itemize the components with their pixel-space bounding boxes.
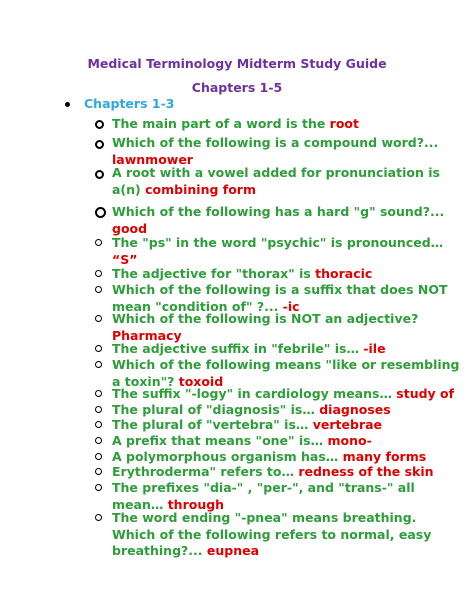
answer-text: -ile	[363, 341, 386, 356]
list-item	[112, 204, 462, 237]
answer-text: good	[112, 220, 148, 236]
question-text: The suffix "-logy" in cardiology means…	[112, 386, 397, 401]
list-item	[112, 433, 462, 450]
section-heading: Chapters 1-3	[84, 96, 175, 111]
list-item	[112, 510, 462, 560]
question-text: The word ending "-pnea" means breathing. Which of the following refers to normal, easy breathing?...	[112, 510, 432, 558]
answer-text: redness of the skin	[298, 464, 434, 479]
hollow-bullet-icon	[95, 468, 102, 475]
answer-text: root	[329, 116, 359, 131]
hollow-bullet-icon	[95, 270, 102, 277]
question-text: Which of the following is a suffix that does NOT mean "condition of" ?...	[112, 282, 448, 314]
list-item	[112, 165, 462, 198]
answer-text: combining form	[145, 181, 256, 197]
question-text: The "ps" in the word "psychic" is pronounced…	[112, 235, 444, 250]
question-text: The main part of a word is the	[112, 116, 330, 131]
list-item	[112, 311, 462, 344]
list-item	[112, 480, 462, 513]
list-item	[112, 464, 462, 481]
hollow-bullet-icon	[95, 345, 102, 352]
list-item	[112, 235, 462, 268]
hollow-bullet-icon	[95, 140, 104, 149]
list-item	[112, 417, 462, 434]
hollow-bullet-icon	[95, 390, 102, 397]
hollow-bullet-icon	[95, 406, 102, 413]
hollow-bullet-icon	[95, 120, 104, 129]
question-text: The adjective for "thorax" is	[112, 266, 316, 281]
answer-text: mono-	[327, 433, 372, 448]
answer-text: toxoid	[178, 373, 224, 389]
question-text: The plural of "vertebra" is…	[112, 417, 313, 432]
question-text: A prefix that means "one" is…	[112, 433, 328, 448]
answer-text: -ic	[282, 298, 300, 314]
question-text: A root with a vowel added for pronunciation is a(n)	[112, 165, 440, 197]
answer-text: many forms	[342, 449, 427, 464]
answer-text: thoracic	[315, 266, 373, 281]
question-text: The adjective suffix in "febrile" is…	[112, 341, 364, 356]
question-text: The prefixes "dia-" , "per-", and "trans-" all mean…	[112, 480, 415, 512]
question-text: The plural of "diagnosis" is…	[112, 402, 320, 417]
hollow-bullet-icon	[95, 484, 102, 491]
answer-text: diagnoses	[319, 402, 391, 417]
question-text: Which of the following is NOT an adjective?	[112, 311, 419, 326]
question-text: Erythroderma" refers to…	[112, 464, 299, 479]
list-item	[112, 341, 462, 358]
answer-text: study of	[396, 386, 455, 401]
answer-text: Pharmacy	[112, 327, 182, 343]
hollow-bullet-icon	[95, 361, 102, 368]
hollow-bullet-icon	[95, 421, 102, 428]
list-item	[112, 386, 462, 403]
list-item	[112, 116, 462, 133]
hollow-bullet-icon	[95, 514, 102, 521]
hollow-bullet-icon	[95, 170, 104, 179]
hollow-bullet-icon	[95, 239, 102, 246]
hollow-bullet-icon	[95, 207, 106, 218]
hollow-bullet-icon	[95, 437, 102, 444]
hollow-bullet-icon	[95, 286, 102, 293]
list-item	[112, 135, 462, 168]
answer-text: lawnmower	[112, 151, 193, 167]
answer-text: vertebrae	[312, 417, 383, 432]
section-bullet-icon	[65, 102, 70, 107]
document-title: Medical Terminology Midterm Study Guide	[87, 56, 387, 71]
answer-text: eupnea	[206, 543, 260, 558]
answer-text: through	[167, 496, 225, 512]
document-subtitle: Chapters 1-5	[191, 80, 283, 95]
question-text: Which of the following has a hard "g" sound?...	[112, 204, 445, 219]
question-text: A polymorphous organism has…	[112, 449, 343, 464]
answer-text: “S”	[112, 251, 138, 267]
question-text: Which of the following means "like or resembling a toxin"?	[112, 357, 460, 389]
hollow-bullet-icon	[95, 453, 102, 460]
question-text: Which of the following is a compound word?...	[112, 135, 439, 150]
hollow-bullet-icon	[95, 315, 102, 322]
list-item	[112, 266, 462, 283]
